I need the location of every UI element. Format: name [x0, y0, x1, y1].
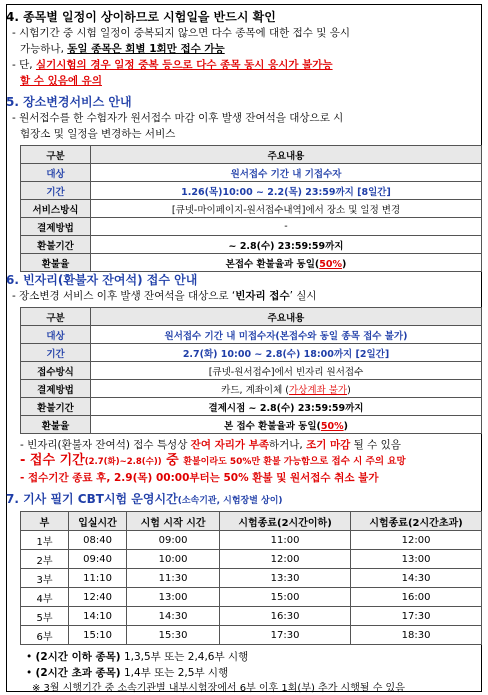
value-text: 카드, 계좌이체 (: [221, 384, 289, 396]
table-row: [21, 588, 482, 607]
table-cell: 11:00: [220, 531, 351, 550]
table-row: [21, 569, 482, 588]
section-7-subtitle: (소속기관, 시험장별 상이): [177, 496, 283, 506]
table-cell: 15:30: [127, 626, 220, 645]
row-label: 결제방법: [21, 380, 91, 398]
bullet-emphasis: (2시간 이하 종목): [35, 651, 121, 663]
row-value: [91, 380, 482, 398]
row-label: 기간: [21, 182, 91, 200]
s6-emphasis: 빈자리 접수: [235, 290, 290, 302]
value-highlight: 가상계좌 불가: [289, 384, 348, 396]
s6-note1: [6, 437, 482, 453]
table-row: [21, 182, 482, 200]
header-cell: 입실시간: [69, 512, 127, 531]
value-highlight: 50%: [320, 420, 344, 432]
note-text: 하거나,: [268, 439, 307, 451]
row-value: ~ 2.8(수) 23:59:59까지: [91, 236, 482, 254]
table-row: [21, 326, 482, 344]
table-header-row: [21, 308, 482, 326]
s4-line1b: [6, 41, 482, 57]
table-cell: 13:00: [351, 550, 482, 569]
table-row: [21, 344, 482, 362]
table-cell: 08:40: [69, 531, 127, 550]
row-value: [91, 254, 482, 272]
table-row: [21, 626, 482, 645]
table-cell: 3부: [21, 569, 69, 588]
table-row: [21, 416, 482, 434]
table-cell: 2부: [21, 550, 69, 569]
row-value: [91, 416, 482, 434]
table-row: [21, 531, 482, 550]
table-row: [21, 550, 482, 569]
note-highlight: 잔여 자리가 부족: [190, 439, 269, 451]
bullet-text: 1,3,5부 또는 2,4,6부 시행: [120, 651, 249, 663]
table-cell: 17:30: [351, 607, 482, 626]
table-row: [21, 607, 482, 626]
section-5-title: 5. 장소변경서비스 안내: [6, 95, 132, 109]
section-7-title-text: 7. 기사 필기 CBT시험 운영시간: [6, 492, 178, 506]
s6-note2: [6, 453, 482, 470]
bullet-text: 1,4부 또는 2,5부 시행: [120, 667, 229, 679]
section-5: [6, 93, 482, 272]
bullet-icon: •: [26, 651, 36, 663]
note-small: (2.7(화)~2.8(수)): [84, 457, 162, 467]
table-row: [21, 200, 482, 218]
cbt-schedule-table: [20, 511, 482, 645]
s4-text: - 단,: [12, 59, 36, 71]
s5-line1b: 험장소 및 일정을 변경하는 서비스: [20, 128, 176, 140]
section-6: [6, 271, 482, 486]
s6-text: ’ 실시: [289, 290, 317, 302]
header-cell: 주요내용: [91, 308, 482, 326]
table-cell: 14:10: [69, 607, 127, 626]
value-text: 본접수 환불율과 동일(: [225, 258, 320, 270]
row-value: 원서접수 기간 내 기접수자: [91, 164, 482, 182]
table-row: [21, 362, 482, 380]
s4-text: 가능하나,: [20, 43, 68, 55]
note-highlight: 조기 마감: [306, 439, 351, 451]
header-cell: 구분: [21, 308, 91, 326]
row-value: -: [91, 218, 482, 236]
section-7: [6, 490, 482, 695]
row-label: 접수방식: [21, 362, 91, 380]
s6-text: - 장소변경 서비스 이후 발생 잔여석을 대상으로 ‘: [12, 290, 236, 302]
table-cell: 09:00: [127, 531, 220, 550]
value-text: ): [341, 258, 347, 270]
table-cell: 16:00: [351, 588, 482, 607]
s4-line2: [6, 57, 482, 73]
table-row: [21, 398, 482, 416]
table-cell: 11:30: [127, 569, 220, 588]
table-cell: 15:00: [220, 588, 351, 607]
s5-line1: - 원서접수를 한 수험자가 원서접수 마감 이후 발생 잔여석을 대상으로 시: [12, 112, 344, 124]
table-header-row: [21, 512, 482, 531]
header-cell: 시험종료(2시간이하): [220, 512, 351, 531]
note-highlight: 환불이라도 50%만 환불 가능함: [183, 457, 310, 467]
s6-note3: - 접수기간 종료 후, 2.9(목) 00:00부터는 50% 환불 및 원서접수 취소 불가: [20, 472, 379, 484]
s4-warning: 실기시험의 경우 일정 중복 등으로 다수 종목 동시 응시가 불가능: [35, 59, 333, 71]
row-label: 서비스방식: [21, 200, 91, 218]
table-row: [21, 254, 482, 272]
table-cell: 12:40: [69, 588, 127, 607]
s4-emphasis: 동일 종목은 회별 1회만 접수 가능: [67, 43, 225, 55]
row-label: 환불기간: [21, 398, 91, 416]
table-cell: 15:10: [69, 626, 127, 645]
section-6-title: 6. 빈자리(환불자 잔여석) 접수 안내: [6, 273, 198, 287]
s7-bullet2: [6, 665, 482, 681]
header-cell: 구분: [21, 146, 91, 164]
section-7-title: [6, 490, 482, 507]
row-label: 대상: [21, 326, 91, 344]
s4-line1: - 시험기간 중 시험 일정이 중복되지 않으면 다수 종목에 대한 접수 및 응시: [12, 27, 350, 39]
value-text: ): [347, 384, 351, 396]
note-text: 될 수 있음: [350, 439, 401, 451]
table-row: [21, 236, 482, 254]
bullet-icon: •: [26, 667, 36, 679]
note-text: 으로 접수 시 주의 요망: [309, 456, 406, 467]
table-cell: 09:40: [69, 550, 127, 569]
section-4-title: 4. 종목별 일정이 상이하므로 시험일을 반드시 확인: [6, 10, 276, 24]
table-cell: 1부: [21, 531, 69, 550]
table-row: [21, 164, 482, 182]
s7-note: ※ 3월 시행기간 중 소속기관별 내부시험장에서 6부 이후 1회(부) 추가 시행될 수 있음: [32, 683, 405, 694]
table-header-row: [21, 146, 482, 164]
table-cell: 5부: [21, 607, 69, 626]
table-cell: 13:00: [127, 588, 220, 607]
table-cell: 17:30: [220, 626, 351, 645]
header-cell: 시험종료(2시간초과): [351, 512, 482, 531]
table-cell: 18:30: [351, 626, 482, 645]
vacancy-table: [20, 307, 482, 434]
row-label: 기간: [21, 344, 91, 362]
row-value: 1.26(목)10:00 ~ 2.2(목) 23:59까지 [8일간]: [91, 182, 482, 200]
row-value: 2.7(화) 10:00 ~ 2.8(수) 18:00까지 [2일간]: [91, 344, 482, 362]
location-change-table: [20, 145, 482, 272]
header-cell: 시험 시작 시간: [127, 512, 220, 531]
note-emphasis: - 접수 기간: [20, 453, 85, 468]
note-emphasis: 중: [161, 453, 184, 468]
s4-warning-cont: 할 수 있음에 유의: [20, 75, 102, 87]
header-cell: 주요내용: [91, 146, 482, 164]
table-cell: 13:30: [220, 569, 351, 588]
table-cell: 14:30: [351, 569, 482, 588]
table-cell: 12:00: [220, 550, 351, 569]
row-value: 원서접수 기간 내 미접수자(본접수와 동일 종목 접수 불가): [91, 326, 482, 344]
table-cell: 6부: [21, 626, 69, 645]
row-label: 환불기간: [21, 236, 91, 254]
value-highlight: 50%: [319, 258, 342, 270]
value-text: ): [343, 420, 348, 432]
s7-bullet1: [6, 649, 482, 665]
table-cell: 16:30: [220, 607, 351, 626]
table-cell: 12:00: [351, 531, 482, 550]
note-text: - 빈자리(환불자 잔여석) 접수 특성상: [20, 439, 191, 451]
row-value: [큐넷-마이페이지-원서접수내역]에서 장소 및 일정 변경: [91, 200, 482, 218]
row-label: 환불율: [21, 416, 91, 434]
table-row: [21, 380, 482, 398]
row-label: 환불율: [21, 254, 91, 272]
table-cell: 14:30: [127, 607, 220, 626]
value-text: 본 접수 환불율과 동일(: [224, 420, 321, 432]
header-cell: 부: [21, 512, 69, 531]
row-label: 결제방법: [21, 218, 91, 236]
table-cell: 10:00: [127, 550, 220, 569]
section-4: [6, 8, 482, 89]
table-row: [21, 218, 482, 236]
table-cell: 11:10: [69, 569, 127, 588]
bullet-emphasis: (2시간 초과 종목): [35, 667, 121, 679]
table-cell: 4부: [21, 588, 69, 607]
row-value: 결제시점 ~ 2.8(수) 23:59:59까지: [91, 398, 482, 416]
row-label: 대상: [21, 164, 91, 182]
row-value: [큐넷-원서접수]에서 빈자리 원서접수: [91, 362, 482, 380]
s6-line1: [6, 288, 482, 304]
